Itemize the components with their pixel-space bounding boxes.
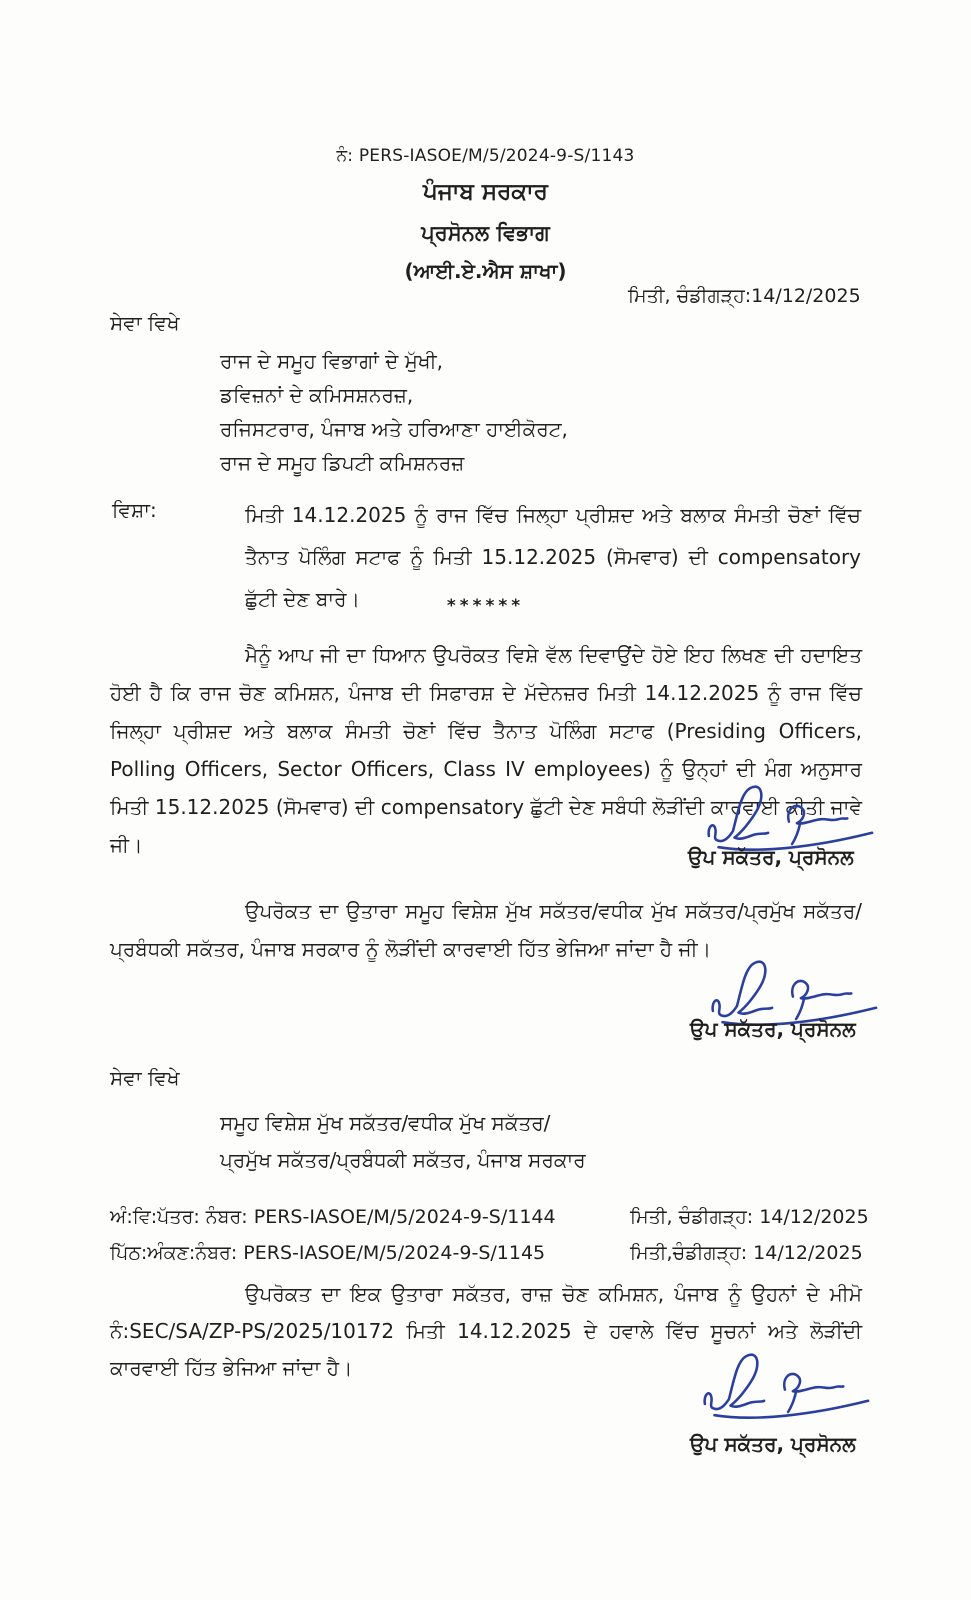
issue-date: ਮਿਤੀ, ਚੰਡੀਗੜ੍ਹ:14/12/2025	[628, 285, 861, 307]
addressee-block-2	[220, 1105, 586, 1179]
signature-icon	[684, 1348, 889, 1428]
addressee-line: ਪ੍ਰਮੁੱਖ ਸਕੱਤਰ/ਪ੍ਰਬੰਧਕੀ ਸਕੱਤਰ, ਪੰਜਾਬ ਸਰਕਾਰ	[220, 1148, 586, 1172]
body-paragraph-3: ਉਪਰੋਕਤ ਦਾ ਇਕ ਉਤਾਰਾ ਸਕੱਤਰ, ਰਾਜ਼ ਚੋਣ ਕਮਿਸ਼ਨ, ਪੰਜਾਬ ਨੂੰ ਉਹਨਾਂ ਦੇ ਮੀਮੋ ਨੰ:SEC/SA/ZP-PS/2025/10172 ਮਿਤੀ 14.12.2025 ਦੇ ਹਵਾਲੇ ਵਿੱਚ ਸੂਚਨਾਂ ਅਤੇ ਲੋੜੀਂਦੀ ਕਾਰਵਾਈ ਹਿੱਤ ਭੇਜਿਆ ਜਾਂਦਾ ਹੈ।	[110, 1282, 862, 1380]
body-paragraph-1: ਮੈਨੂੰ ਆਪ ਜੀ ਦਾ ਧਿਆਨ ਉਪਰੋਕਤ ਵਿਸ਼ੇ ਵੱਲ ਦਿਵਾਉਂਦੇ ਹੋਏ ਇਹ ਲਿਖਣ ਦੀ ਹਦਾਇਤ ਹੋਈ ਹੈ ਕਿ ਰਾਜ ਚੋਣ ਕਮਿਸ਼ਨ, ਪੰਜਾਬ ਦੀ ਸਿਫਾਰਸ਼ ਦੇ ਮੱਦੇਨਜ਼ਰ ਮਿਤੀ 14.12.2025 ਨੂੰ ਰਾਜ ਵਿੱਚ ਜਿਲ੍ਹਾ ਪ੍ਰੀਸ਼ਦ ਅਤੇ ਬਲਾਕ ਸੰਮਤੀ ਚੋਣਾਂ ਵਿੱਚ ਤੈਨਾਤ ਪੋਲਿੰਗ ਸਟਾਫ (Presiding Officers, Polling Officers, Sector Officers, Class IV employees) ਨੂੰ ਉਨ੍ਹਾਂ ਦੀ ਮੰਗ ਅਨੁਸਾਰ ਮਿਤੀ 15.12.2025 (ਸੋਮਵਾਰ) ਦੀ compensatory ਛੁੱਟੀ ਦੇਣ ਸਬੰਧੀ ਲੋੜੀਂਦੀ ਕਾਰਵਾਈ ਕੀਤੀ ਜਾਵੇ ਜੀ।	[110, 643, 862, 857]
signatory-title-2: ਉਪ ਸਕੱਤਰ, ਪ੍ਰਸੋਨਲ	[690, 1017, 856, 1041]
addressee-line: ਸਮੂਹ ਵਿਸ਼ੇਸ਼ ਮੁੱਖ ਸਕੱਤਰ/ਵਧੀਕ ਮੁੱਖ ਸਕੱਤਰ/	[220, 1111, 551, 1135]
department-name: ਪ੍ਰਸੋਨਲ ਵਿਭਾਗ	[421, 221, 550, 245]
addressee-line: ਡਵਿਜ਼ਨਾਂ ਦੇ ਕਮਿਸਸ਼ਨਰਜ਼,	[220, 383, 414, 407]
addressee-block-1	[220, 344, 568, 480]
government-name: ਪੰਜਾਬ ਸਰਕਾਰ	[423, 179, 548, 205]
signatory-title-3: ਉਪ ਸਕੱਤਰ, ਪ੍ਰਸੋਨਲ	[690, 1432, 856, 1456]
endorsement-1-number: ਅੰ:ਵਿ:ਪੱਤਰ: ਨੰਬਰ: PERS-IASOE/M/5/2024-9-S/1144	[110, 1206, 556, 1228]
addressee-line: ਰਜਿਸਟਰਾਰ, ਪੰਜਾਬ ਅਤੇ ਹਰਿਆਣਾ ਹਾਈਕੋਰਟ,	[220, 417, 568, 441]
branch-name: (ਆਈ.ਏ.ਐਸ ਸ਼ਾਖਾ)	[404, 259, 567, 283]
addressee-line: ਰਾਜ ਦੇ ਸਮੂਹ ਡਿਪਟੀ ਕਮਿਸ਼ਨਰਜ਼	[220, 451, 465, 475]
salutation-1: ਸੇਵਾ ਵਿਖੇ	[110, 311, 180, 335]
subject-label: ਵਿਸ਼ਾ:	[112, 498, 157, 522]
stars-separator: ******	[446, 596, 525, 616]
signatory-title-1: ਉਪ ਸਕੱਤਰ, ਪ੍ਰਸੋਨਲ	[688, 845, 854, 869]
subject-text: ਮਿਤੀ 14.12.2025 ਨੂੰ ਰਾਜ ਵਿੱਚ ਜਿਲ੍ਹਾ ਪ੍ਰੀਸ਼ਦ ਅਤੇ ਬਲਾਕ ਸੰਮਤੀ ਚੋਣਾਂ ਵਿੱਚ ਤੈਨਾਤ ਪੋਲਿੰਗ ਸਟਾਫ ਨੂੰ ਮਿਤੀ 15.12.2025 (ਸੋਮਵਾਰ) ਦੀ compensatory ਛੁੱਟੀ ਦੇਣ ਬਾਰੇ।	[245, 503, 861, 611]
body-paragraph-2: ਉਪਰੋਕਤ ਦਾ ਉਤਾਰਾ ਸਮੂਹ ਵਿਸ਼ੇਸ਼ ਮੁੱਖ ਸਕੱਤਰ/ਵਧੀਕ ਮੁੱਖ ਸਕੱਤਰ/ਪ੍ਰਮੁੱਖ ਸਕੱਤਰ/ਪ੍ਰਬੰਧਕੀ ਸਕੱਤਰ, ਪੰਜਾਬ ਸਰਕਾਰ ਨੂੰ ਲੋੜੀਂਦੀ ਕਾਰਵਾਈ ਹਿੱਤ ਭੇਜਿਆ ਜਾਂਦਾ ਹੈ ਜੀ।	[110, 899, 862, 961]
endorsement-1-date: ਮਿਤੀ, ਚੰਡੀਗੜ੍ਹ: 14/12/2025	[630, 1206, 869, 1228]
endorsement-2-date: ਮਿਤੀ,ਚੰਡੀਗੜ੍ਹ: 14/12/2025	[630, 1242, 863, 1264]
addressee-line: ਰਾਜ ਦੇ ਸਮੂਹ ਵਿਭਾਗਾਂ ਦੇ ਮੁੱਖੀ,	[220, 349, 443, 373]
salutation-2: ਸੇਵਾ ਵਿਖੇ	[110, 1066, 180, 1090]
letter-ref-number: ਨੰ: PERS-IASOE/M/5/2024-9-S/1143	[336, 146, 635, 166]
endorsement-2-number: ਪਿੱਠ:ਅੰਕਣ:ਨੰਬਰ: PERS-IASOE/M/5/2024-9-S/1145	[110, 1242, 546, 1264]
